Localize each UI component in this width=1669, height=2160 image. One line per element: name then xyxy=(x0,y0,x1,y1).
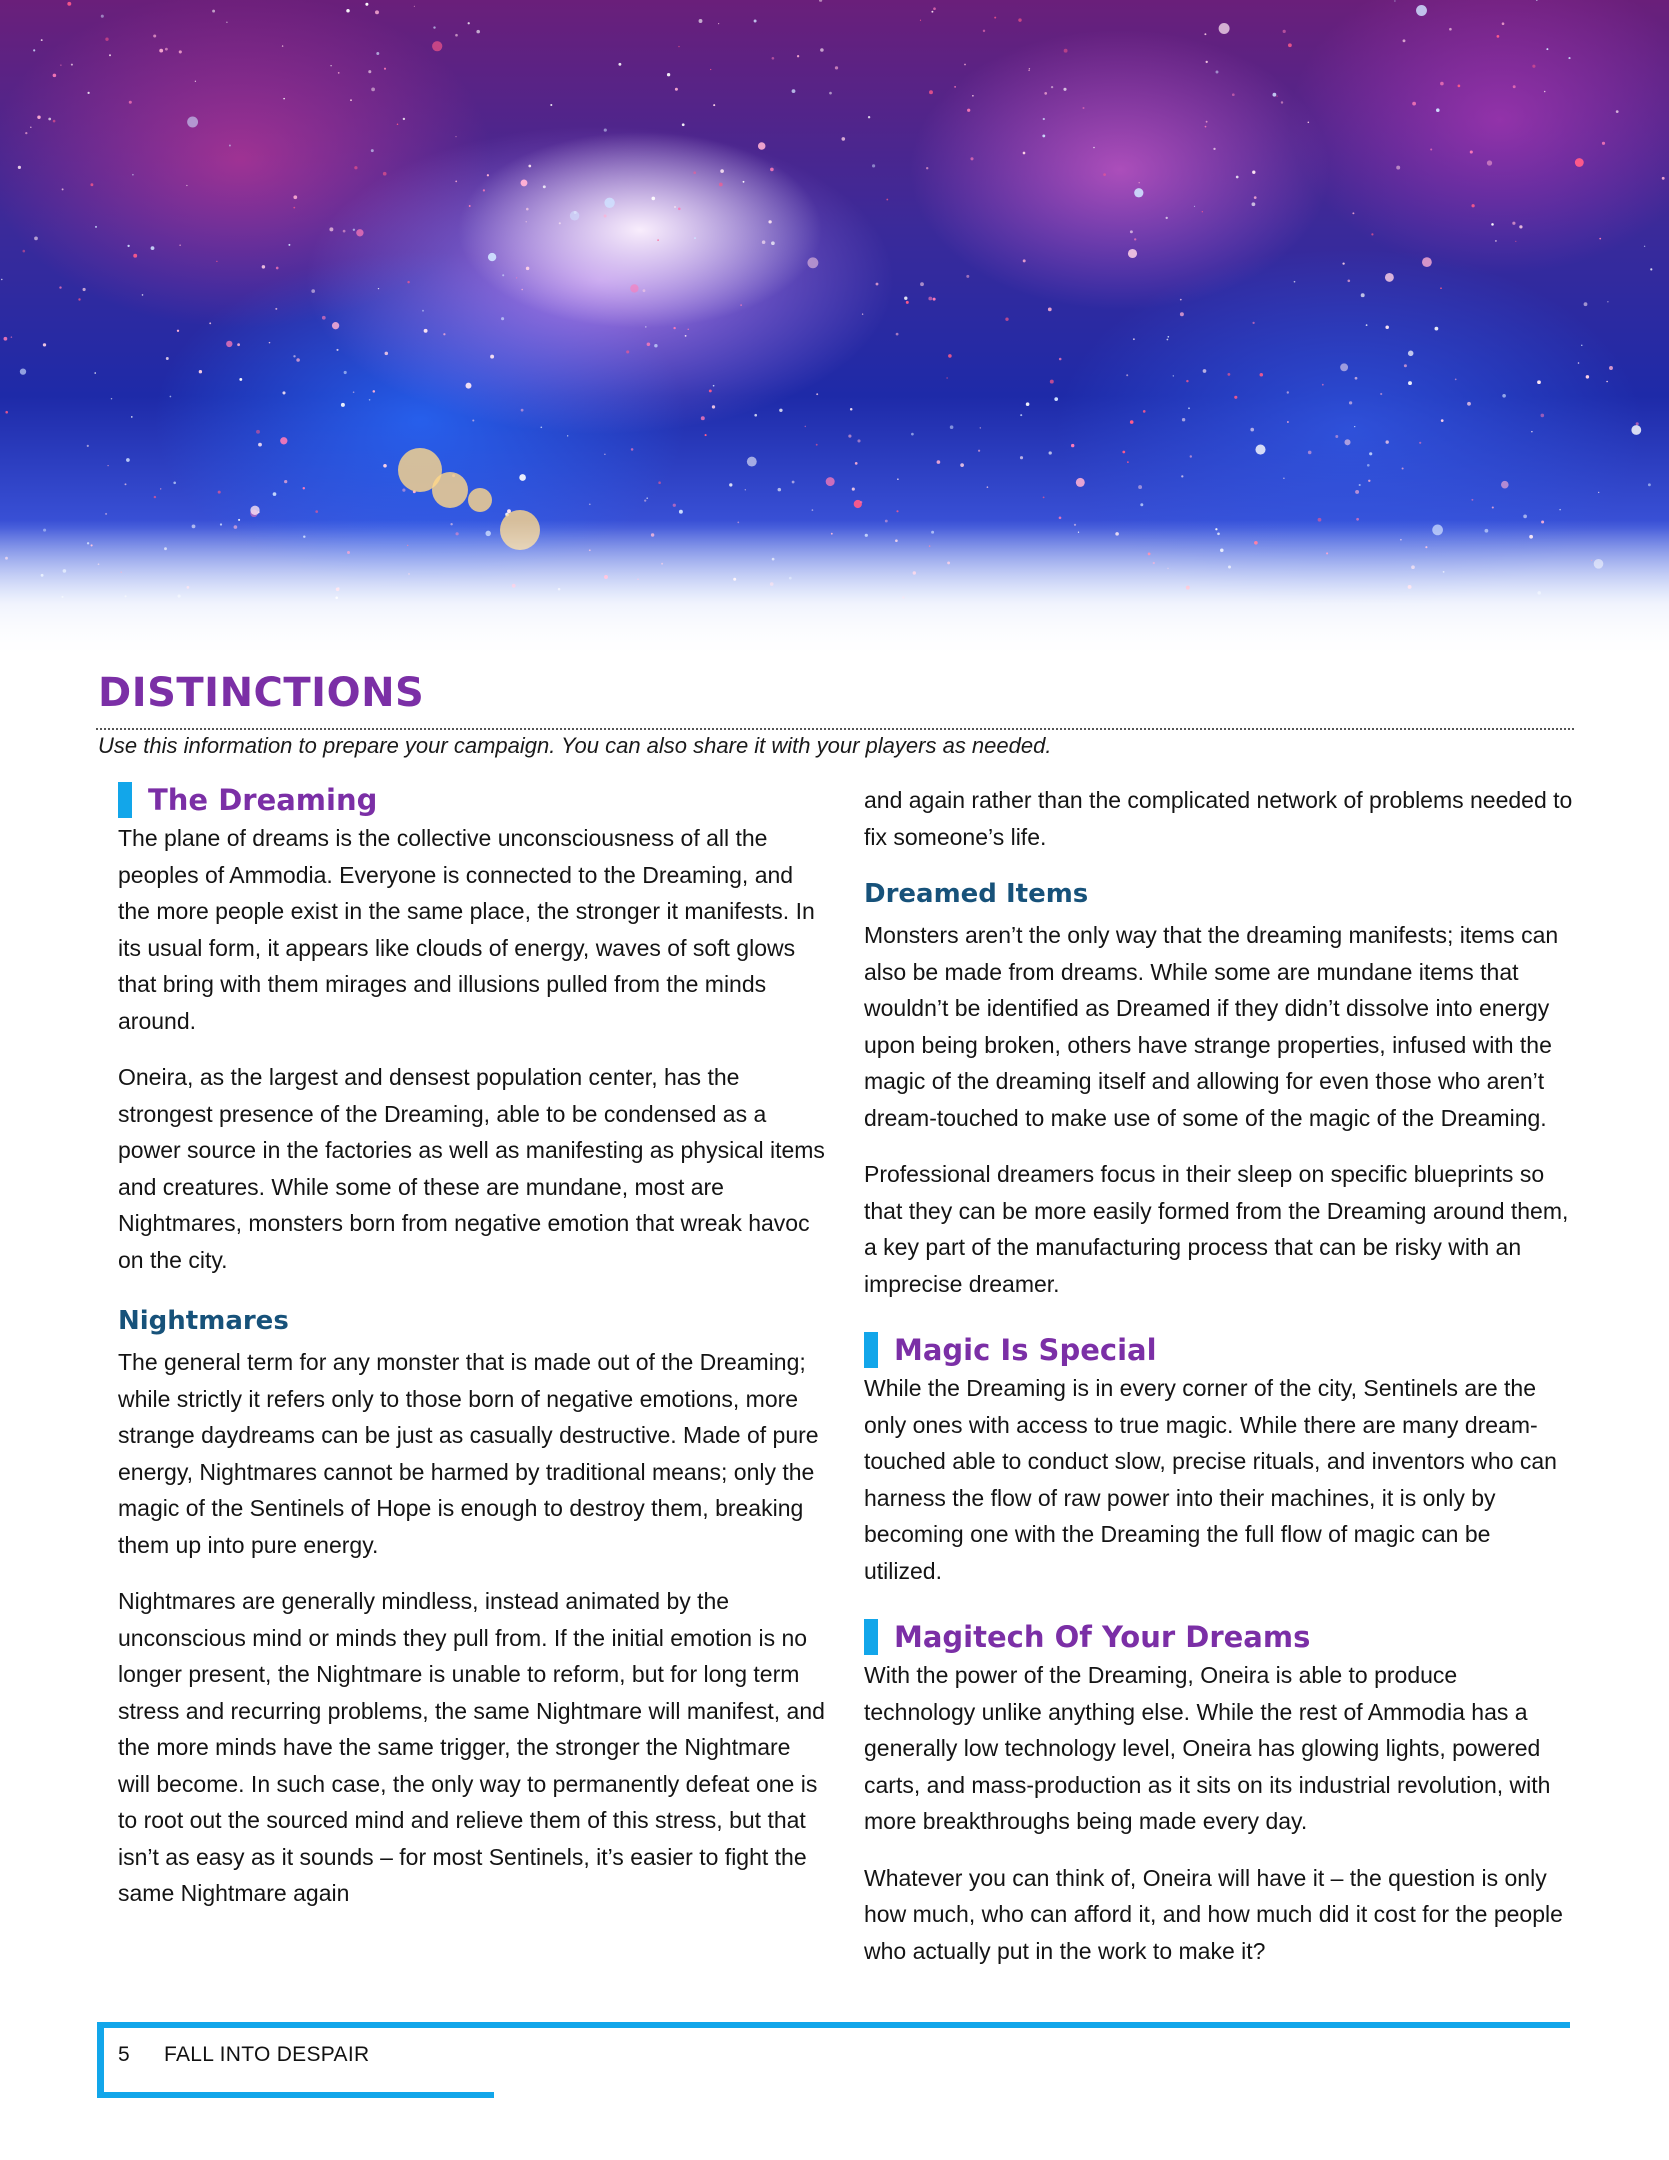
page-number: 5 xyxy=(118,2043,130,2066)
section-heading-the-dreaming xyxy=(118,780,826,820)
footer-rule-left xyxy=(97,2022,104,2098)
subsection-heading-dreamed-items: Dreamed Items xyxy=(864,879,1089,909)
paragraph: While the Dreaming is in every corner of the city, Sentinels are the only ones with access to true magic. While there are many dream-touched able to conduct slow, precise rituals, and inventors who can harness the flow of raw power into their machines, it is only by becoming one with the Dreaming the full flow of magic can be utilized. xyxy=(864,1375,1557,1584)
paragraph: Professional dreamers focus in their sleep on specific blueprints so that they can be more easily formed from the Dreaming around them, a key part of the manufacturing process that can be risky with an imprecise dreamer. xyxy=(864,1161,1569,1297)
footer-rule-top xyxy=(97,2022,1570,2028)
section-heading-text: Magitech Of Your Dreams xyxy=(894,1620,1311,1654)
page-title: DISTINCTIONS xyxy=(98,670,425,716)
section-heading-magic-is-special xyxy=(864,1330,1574,1370)
left-column xyxy=(118,780,826,1932)
section-heading-text: Magic Is Special xyxy=(894,1333,1157,1367)
paragraph: Oneira, as the largest and densest population center, has the strongest presence of the Dreaming, able to be condensed as a power source in the factories as well as manifesting as physical items and creatures. While some of these are mundane, most are Nightmares, monsters born from negative emotion that wreak havoc on the city. xyxy=(118,1064,825,1273)
section-heading-magitech xyxy=(864,1617,1574,1657)
paragraph: With the power of the Dreaming, Oneira is able to produce technology unlike anything else. While the rest of Ammodia has a generally low technology level, Oneira has glowing lights, powered carts, and mass-production as it sits on its industrial revolution, with more breakthroughs being made every day. xyxy=(864,1662,1551,1834)
heading-accent-bar xyxy=(864,1619,878,1655)
paragraph: The plane of dreams is the collective unconsciousness of all the peoples of Ammodia. Everyone is connected to the Dreaming, and the more people exist in the same place, the stronger it manifests. In its usual form, it appears like clouds of energy, waves of soft glows that bring with them mirages and illusions pulled from the minds around. xyxy=(118,825,815,1034)
paragraph: Nightmares are generally mindless, instead animated by the unconscious mind or minds they pull from. If the initial emotion is no longer present, the Nightmare is unable to reform, but for long term stress and recurring problems, the same Nightmare will manifest, and the more minds have the same trigger, the stronger the Nightmare will become. In such case, the only way to permanently defeat one is to root out the sourced mind and relieve them of this stress, but that isn’t as easy as it sounds – for most Sentinels, it’s easier to fight the same Nightmare again xyxy=(118,1588,825,1906)
right-column xyxy=(864,782,1574,1989)
cosmic-banner-image xyxy=(0,0,1669,660)
paragraph-continuation: and again rather than the complicated network of problems needed to fix someone’s life. xyxy=(864,787,1573,850)
paragraph: The general term for any monster that is made out of the Dreaming; while strictly it refers only to those born of negative emotions, more strange daydreams can be just as casually destructive. Made of pure energy, Nightmares cannot be harmed by traditional means; only the magic of the Sentinels of Hope is enough to destroy them, breaking them up into pure energy. xyxy=(118,1349,819,1558)
paragraph: Whatever you can think of, Oneira will have it – the question is only how much, who can afford it, and how much did it cost for the people who actually put in the work to make it? xyxy=(864,1864,1563,1964)
banner-fade xyxy=(0,520,1669,660)
section-heading-text: The Dreaming xyxy=(148,783,378,817)
footer-book-title: FALL INTO DESPAIR xyxy=(164,2043,370,2066)
footer-rule-bottom xyxy=(97,2092,494,2098)
page-subtitle: Use this information to prepare your campaign. You can also share it with your players as needed. xyxy=(98,733,1052,758)
heading-accent-bar xyxy=(118,782,132,818)
subsection-heading-nightmares: Nightmares xyxy=(118,1306,289,1336)
heading-accent-bar xyxy=(864,1332,878,1368)
title-divider xyxy=(96,728,1574,730)
paragraph: Monsters aren’t the only way that the dreaming manifests; items can also be made from dreams. While some are mundane items that wouldn’t be identified as Dreamed if they didn’t dissolve into energy upon being broken, others have strange properties, infused with the magic of the dreaming itself and allowing for even those who aren’t dream-touched to make use of some of the magic of the Dreaming. xyxy=(864,922,1559,1131)
